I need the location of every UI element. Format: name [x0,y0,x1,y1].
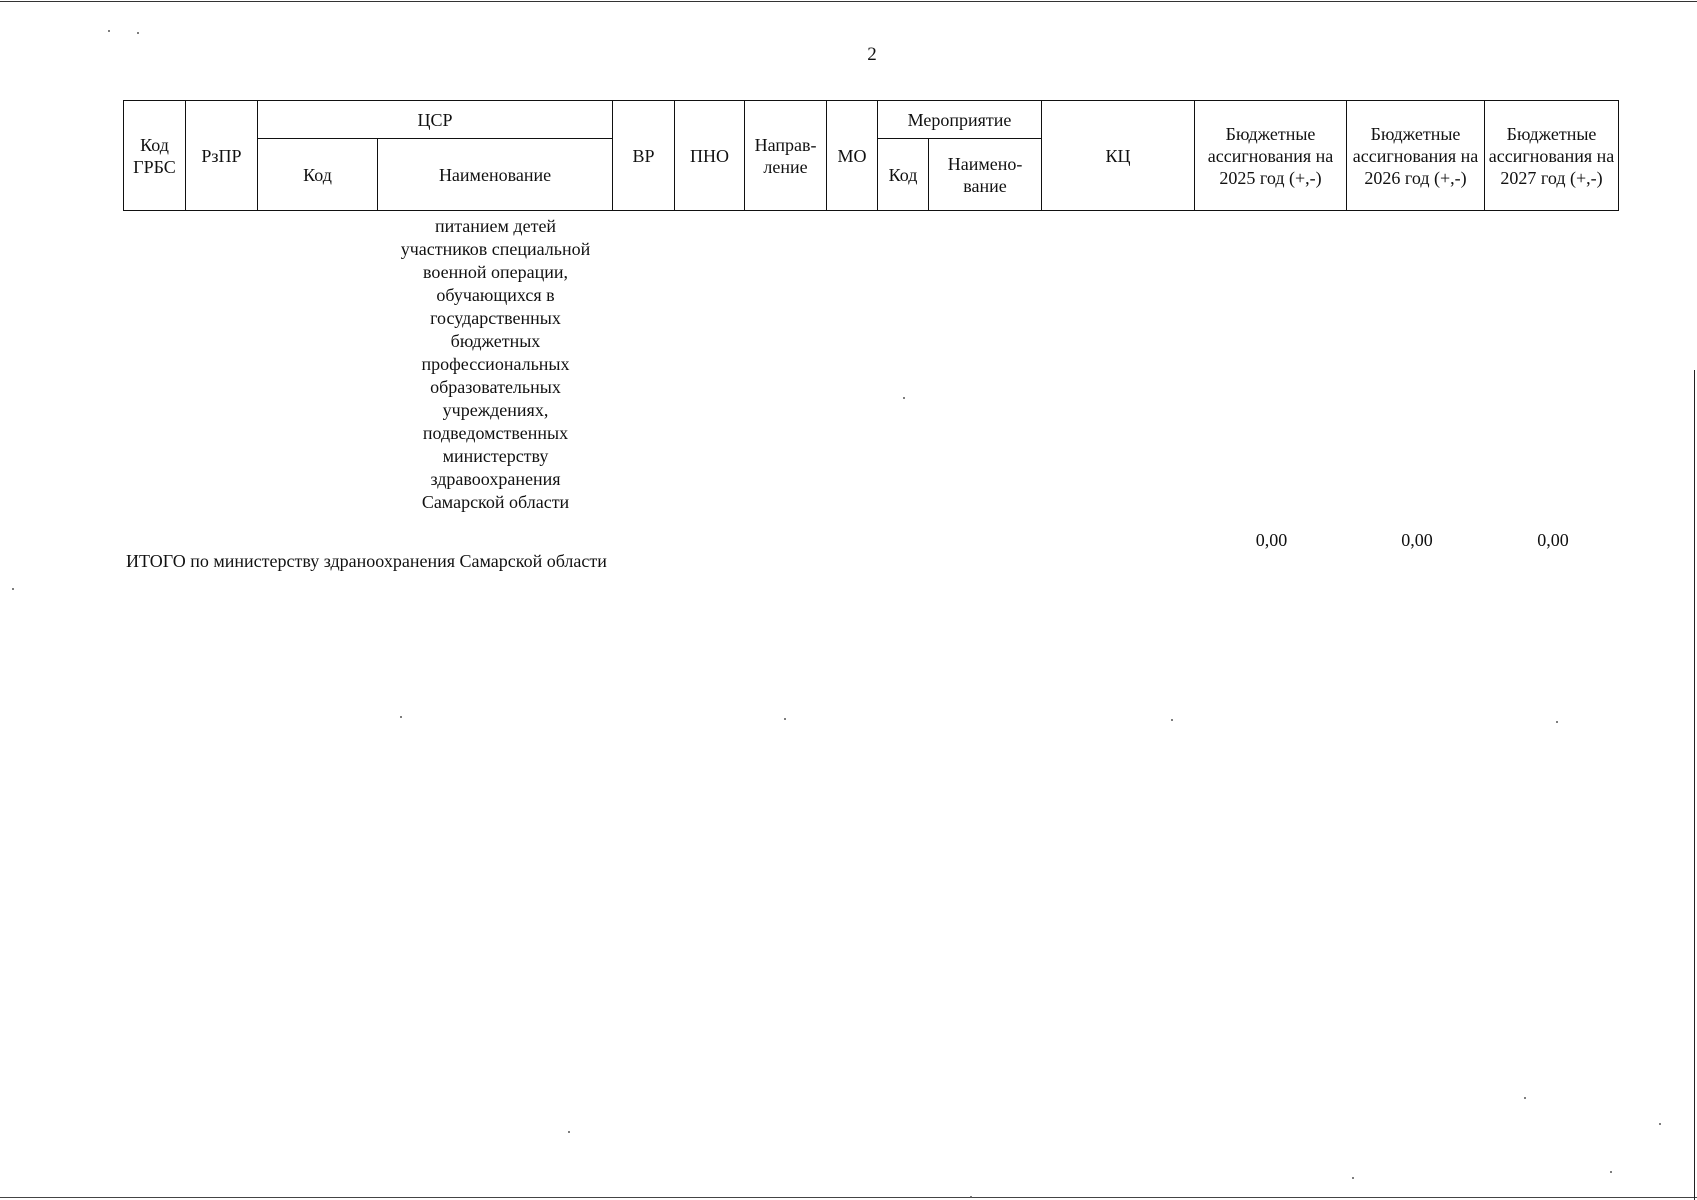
name-line: учреждениях, [442,400,549,420]
header-meropriyatie: Мероприятие [878,101,1042,139]
scan-speck [970,1196,972,1198]
scan-speck [903,397,905,399]
page-number: 2 [867,44,877,65]
name-line: участников специальной [400,239,591,259]
scan-speck [108,30,110,32]
header-napravlenie: Направ-ление [745,101,827,211]
name-line: Самарской области [421,492,570,512]
scan-speck [1352,1177,1354,1179]
scan-speck [12,588,14,590]
name-line: здравоохранения [430,469,561,489]
header-pno: ПНО [675,101,745,211]
name-line: министерству [442,446,549,466]
scan-speck [1524,1097,1526,1099]
scan-speck [1610,1171,1612,1173]
scan-speck [1171,719,1173,721]
budget-table-header [123,100,1619,211]
scan-speck [137,32,139,34]
total-2026: 0,00 [1401,530,1433,550]
name-line: обучающихся в [436,285,555,305]
scan-speck [400,716,402,718]
header-budget-2027: Бюджетные ассигнования на 2027 год (+,-) [1485,101,1619,211]
bottom-border-line [0,1197,1697,1198]
header-csr-kod: Код [258,139,378,211]
header-mo: МО [827,101,878,211]
header-kc: КЦ [1042,101,1195,211]
header-mer-name: Наимено-вание [929,139,1042,211]
name-line: подведомственных [422,423,569,443]
header-vr: ВР [613,101,675,211]
header-rzpr: РзПР [186,101,258,211]
name-line: государственных [430,308,561,328]
total-2025: 0,00 [1255,530,1288,550]
continued-row-name [378,215,613,514]
header-budget-2025: Бюджетные ассигнования на 2025 год (+,-) [1195,101,1347,211]
scan-edge-line [1694,370,1695,1200]
name-line: профессиональных [421,354,570,374]
header-csr-name: Наименование [378,139,613,211]
total-2027: 0,00 [1537,530,1569,550]
scan-speck [568,1131,570,1133]
scan-speck [784,718,786,720]
total-label: ИТОГО по министерству здраноохранения Самарской области [126,551,607,571]
header-kod-grbs: Код ГРБС [124,101,186,211]
name-line: бюджетных [450,331,541,351]
header-mer-kod: Код [878,139,929,211]
scan-speck [1556,721,1558,723]
header-csr: ЦСР [258,101,613,139]
name-line: образовательных [430,377,561,397]
scan-speck [1659,1123,1661,1125]
name-line: военной операции, [423,262,568,282]
name-line: питанием детей [434,216,557,236]
header-budget-2026: Бюджетные ассигнования на 2026 год (+,-) [1347,101,1485,211]
top-border-line [0,1,1697,2]
